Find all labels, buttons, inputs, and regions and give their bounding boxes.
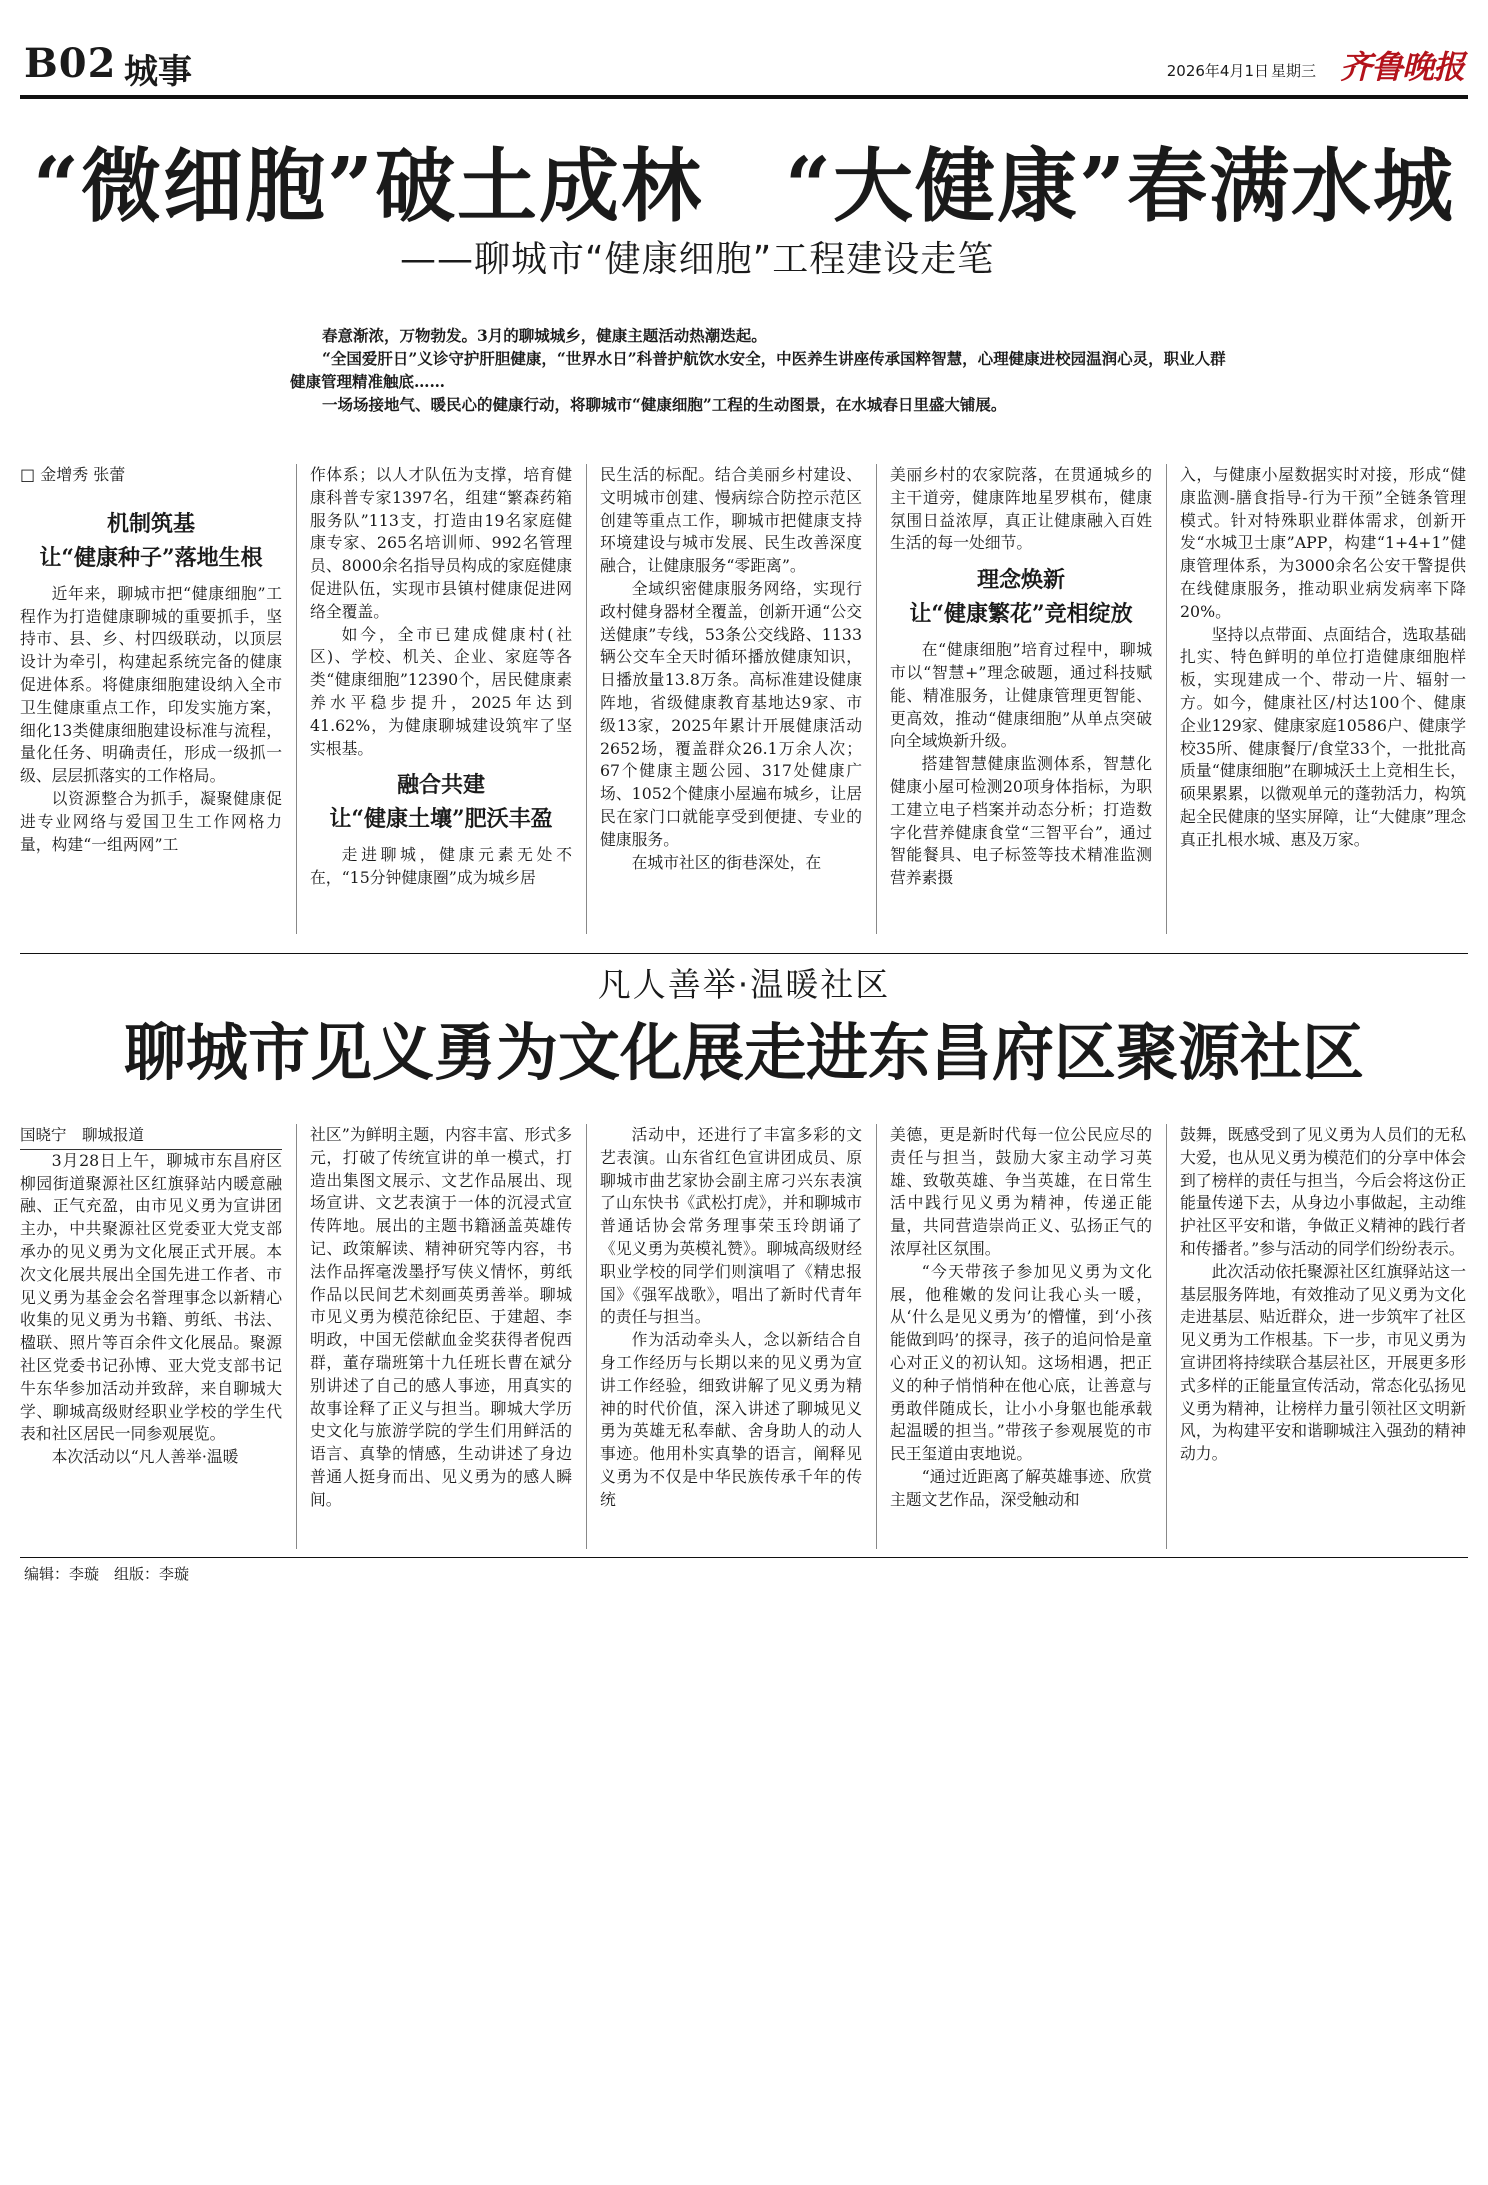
body-paragraph: 美丽乡村的农家院落，在贯通城乡的主干道旁，健康阵地星罗棋布，健康氛围日益浓厚，真正让健康融入百姓生活的每一处细节。 xyxy=(890,465,1152,553)
publication-weekday: 星期三 xyxy=(1270,62,1316,80)
column-divider xyxy=(1166,1124,1167,1549)
body-paragraph: 活动中，还进行了丰富多彩的文艺表演。山东省红色宣讲团成员、原聊城市曲艺家协会副主席刁兴东表演了山东快书《武松打虎》，并和聊城市普通话协会常务理事荣玉玲朗诵了《见义勇为英模礼赞》。聊城高级财经职业学校的同学们则演唱了《精忠报国》《强军战歌》，唱出了新时代青年的责任与担当。 xyxy=(600,1125,862,1327)
body-paragraph: 在“健康细胞”培育过程中，聊城市以“智慧+”理念破题，通过科技赋能、精准服务，让健康管理更智能、更高效，推动“健康细胞”从单点突破向全域焕新升级。 xyxy=(890,640,1152,751)
editor-credit: 编辑：李璇 组版：李璇 xyxy=(24,1565,190,1583)
article1-column-5 xyxy=(1180,464,1466,852)
article2-headline: 聊城市见义勇为文化展走进东昌府区聚源社区 xyxy=(123,1016,1364,1089)
article1-byline: □ 金增秀 张蕾 xyxy=(20,465,126,484)
column-divider xyxy=(586,1124,587,1549)
body-paragraph: 民生活的标配。结合美丽乡村建设、文明城市创建、慢病综合防控示范区创建等重点工作，聊城市把健康支持环境建设与城市发展、民生改善深度融合，让健康服务“零距离”。 xyxy=(600,465,862,576)
newspaper-logo: 齐鲁晚报 xyxy=(1339,48,1464,86)
section-heading: 理念焕新 xyxy=(976,567,1065,594)
publication-date: 2026年4月1日 xyxy=(1166,62,1269,80)
body-paragraph: 坚持以点带面、点面结合，选取基础扎实、特色鲜明的单位打造健康细胞样板，实现建成一个、带动一片、辐射一方。如今，健康社区/村达100个、健康企业129家、健康家庭10586户、健康学校35所、健康餐厅/食堂33个，一批批高质量“健康细胞”在聊城沃土上竞相生长，硕果累累，以微观单元的蓬勃活力，构筑起全民健康的坚实屏障，让“大健康”理念真正扎根水城、惠及万家。 xyxy=(1180,624,1466,849)
article2-column-5 xyxy=(1180,1124,1466,1466)
body-paragraph: 本次活动以“凡人善举·温暖 xyxy=(51,1447,239,1467)
section-heading: 机制筑基 xyxy=(106,510,195,537)
section-name: 城事 xyxy=(124,52,192,92)
body-paragraph: 鼓舞，既感受到了见义勇为人员们的无私大爱，也从见义勇为模范们的分享中体会到了榜样的责任与担当，今后会将这份正能量传递下去，从身边小事做起，主动维护社区平安和谐，争做正义精神的践行者和传播者。”参与活动的同学们纷纷表示。 xyxy=(1180,1125,1466,1258)
body-paragraph: 走进聊城，健康元素无处不在，“15分钟健康圈”成为城乡居 xyxy=(310,845,572,888)
masthead-rule xyxy=(20,95,1468,99)
article2-column-1 xyxy=(20,1124,282,1469)
body-paragraph: 在城市社区的街巷深处，在 xyxy=(631,852,822,872)
footer-rule xyxy=(20,1557,1468,1558)
body-paragraph: 社区”为鲜明主题，内容丰富、形式多元，打破了传统宣讲的单一模式，打造出集图文展示、文艺作品展出、现场宣讲、文艺表演于一体的沉浸式宣传阵地。展出的主题书籍涵盖英雄传记、政策解读、精神研究等内容，书法作品挥毫泼墨抒写侠义情怀，剪纸作品以民间艺术刻画英勇善举。聊城市见义勇为模范徐纪臣、于建超、李明政，中国无偿献血金奖获得者倪西群，董存瑞班第十九任班长曹在斌分别讲述了自己的感人事迹，用真实的故事诠释了正义与担当。聊城大学历史文化与旅游学院的学生们用鲜活的语言、真挚的情感，生动讲述了身边普通人挺身而出、见义勇为的感人瞬间。 xyxy=(310,1125,572,1509)
article2-column-4 xyxy=(890,1124,1152,1512)
article-separator xyxy=(20,953,1468,954)
article1-subhead: ——聊城市“健康细胞”工程建设走笔 xyxy=(400,239,995,280)
article1-column-2 xyxy=(310,464,572,890)
section-subheading: 让“健康繁花”竞相绽放 xyxy=(909,601,1133,628)
article1-column-4 xyxy=(890,464,1152,890)
section-subheading: 让“健康土壤”肥沃丰盈 xyxy=(329,806,553,833)
column-divider xyxy=(876,464,877,934)
body-paragraph: “今天带孩子参加见义勇为文化展，他稚嫩的发问让我心头一暖，从‘什么是见义勇为’的懵懂，到‘小孩能做到吗’的探寻，孩子的追问恰是童心对正义的初认知。这场相遇，把正义的种子悄悄种在他心底，让善意与勇敢伴随成长，让小小身躯也能承载起温暖的担当。”带孩子参观展览的市民王玺道由衷地说。 xyxy=(890,1261,1152,1464)
body-paragraph: 入，与健康小屋数据实时对接，形成“健康监测-膳食指导-行为干预”全链条管理模式。针对特殊职业群体需求，创新开发“水城卫士康”APP，构建“1+4+1”健康管理体系，为3000余名公安干警提供在线健康服务，推动职业病发病率下降20%。 xyxy=(1180,465,1466,621)
body-paragraph: 3月28日上午，聊城市东昌府区柳园街道聚源社区红旗驿站内暖意融融、正气充盈，由市见义勇为宣讲团主办，中共聚源社区党委亚大党支部承办的见义勇为文化展正式开展。本次文化展共展出全国先进工作者、市见义勇为基金会名誉理事念以新精心收集的见义勇为书籍、剪纸、书法、楹联、照片等百余件文化展品。聚源社区党委书记孙博、亚大党支部书记牛东华参加活动并致辞，来自聊城大学、聊城高级财经职业学校的学生代表和社区居民一同参观展览。 xyxy=(20,1150,282,1444)
body-paragraph: 以资源整合为抓手，凝聚健康促进专业网络与爱国卫生工作网格力量，构建“一组两网”工 xyxy=(20,788,282,854)
lead-paragraph: 春意渐浓，万物勃发。3月的聊城城乡，健康主题活动热潮迭起。 xyxy=(322,326,767,345)
article1-headline: “微细胞”破土成林 “大健康”春满水城 xyxy=(32,139,1456,233)
article2-byline: 国晓宁 聊城报道 xyxy=(20,1124,282,1150)
section-heading: 融合共建 xyxy=(396,772,485,799)
column-divider xyxy=(876,1124,877,1549)
article1-lead xyxy=(290,324,1240,416)
section-subheading: 让“健康种子”落地生根 xyxy=(39,544,263,571)
body-paragraph: 搭建智慧健康监测体系，智慧化健康小屋可检测20项身体指标，为职工建立电子档案并动态分析；打造数字化营养健康食堂“三智平台”，通过智能餐具、电子标签等技术精准监测营养素摄 xyxy=(890,754,1152,888)
article1-column-3 xyxy=(600,464,862,874)
article2-kicker: 凡人善举·温暖社区 xyxy=(597,965,891,1004)
body-paragraph: 作为活动牵头人，念以新结合自身工作经历与长期以来的见义勇为宣讲工作经验，细致讲解了见义勇为精神的时代价值，深入讲述了聊城见义勇为英雄无私奉献、舍身助人的动人事迹。他用朴实真挚的语言，阐释见义勇为不仅是中华民族传承千年的传统 xyxy=(600,1330,862,1509)
body-paragraph: 美德，更是新时代每一位公民应尽的责任与担当，鼓励大家主动学习英雄、致敬英雄、争当英雄，在日常生活中践行见义勇为精神，传递正能量，共同营造崇尚正义、弘扬正气的浓厚社区氛围。 xyxy=(890,1125,1152,1258)
body-paragraph: 全域织密健康服务网络，实现行政村健身器材全覆盖，创新开通“公交送健康”专线，53条公交线路、1133辆公交车全天时循环播放健康知识，日播放量13.8万条。高标准建设健康阵地，省级健康教育基地达9家、市级13家，2025年累计开展健康活动2652场，覆盖群众26.1万余人次；67个健康主题公园、317处健康广场、1052个健康小屋遍布城乡，让居民在家门口就能享受到便捷、专业的健康服务。 xyxy=(600,578,862,849)
article2-column-3 xyxy=(600,1124,862,1512)
body-paragraph: 作体系；以人才队伍为支撑，培育健康科普专家1397名，组建“繁森药箱服务队”113支，打造由19名家庭健康专家、265名培训师、992名管理员、8000余名指导员构成的家庭健康促进队伍，实现市县镇村健康促进网络全覆盖。 xyxy=(310,465,572,621)
masthead xyxy=(24,38,1464,98)
column-divider xyxy=(586,464,587,934)
article2-column-2 xyxy=(310,1124,572,1512)
column-divider xyxy=(296,464,297,934)
lead-paragraph: 一场场接地气、暖民心的健康行动，将聊城市“健康细胞”工程的生动图景，在水城春日里盛大铺展。 xyxy=(322,395,1007,414)
page-number: B02 xyxy=(24,40,117,87)
body-paragraph: 近年来，聊城市把“健康细胞”工程作为打造健康聊城的重要抓手，坚持市、县、乡、村四级联动，以顶层设计为牵引，构建起系统完备的健康促进体系。将健康细胞建设纳入全市卫生健康重点工作，印发实施方案，细化13类健康细胞建设标准与流程，量化任务、明确责任，形成一级抓一级、层层抓落实的工作格局。 xyxy=(20,583,282,786)
column-divider xyxy=(296,1124,297,1549)
body-paragraph: 此次活动依托聚源社区红旗驿站这一基层服务阵地，有效推动了见义勇为文化走进基层、贴近群众，进一步筑牢了社区见义勇为工作根基。下一步，市见义勇为宣讲团将持续联合基层社区，开展更多形式多样的正能量宣传活动，常态化弘扬见义勇为精神，让榜样力量引领社区文明新风，为构建平安和谐聊城注入强劲的精神动力。 xyxy=(1180,1261,1466,1464)
body-paragraph: 如今，全市已建成健康村(社区)、学校、机关、企业、家庭等各类“健康细胞”12390个，居民健康素养水平稳步提升，2025年达到41.62%，为健康聊城建设筑牢了坚实根基。 xyxy=(310,624,572,758)
article1-column-1 xyxy=(20,464,282,856)
column-divider xyxy=(1166,464,1167,934)
lead-paragraph: “全国爱肝日”义诊守护肝胆健康，“世界水日”科普护航饮水安全，中医养生讲座传承国粹智慧，心理健康进校园温润心灵，职业人群健康管理精准触底…… xyxy=(290,349,1226,391)
body-paragraph: “通过近距离了解英雄事迹、欣赏主题文艺作品，深受触动和 xyxy=(890,1466,1152,1509)
